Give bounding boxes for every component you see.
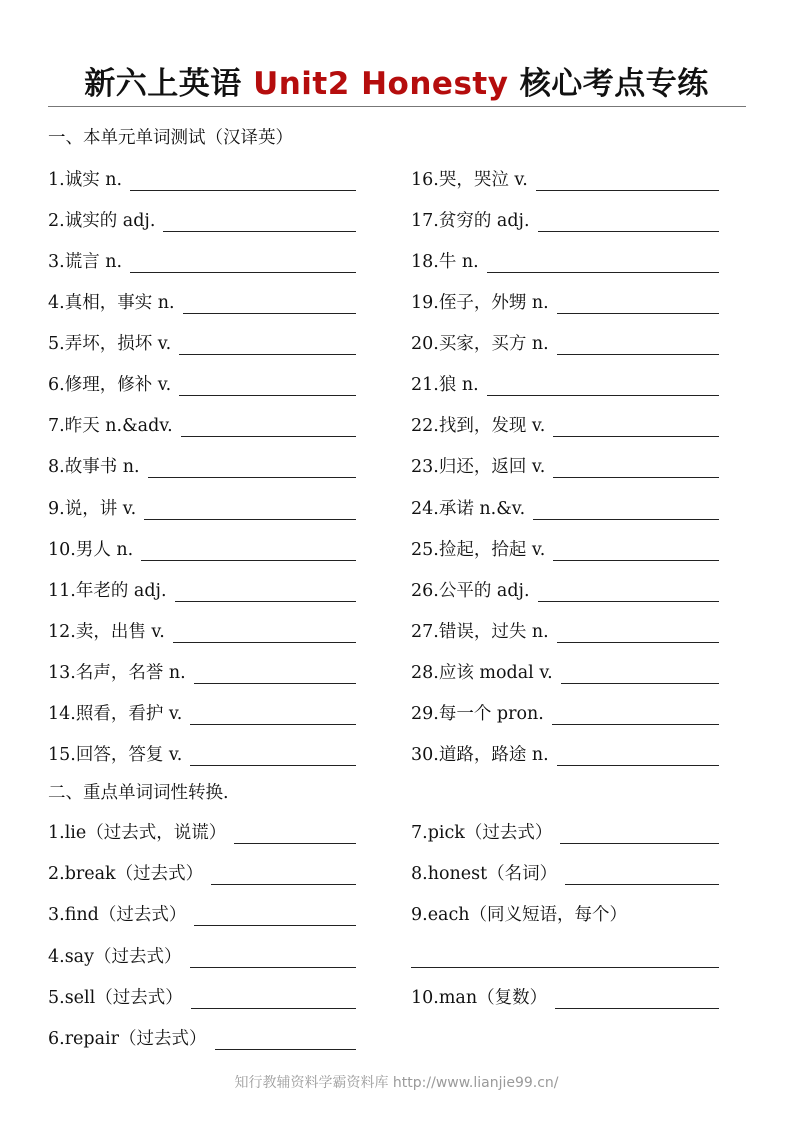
question-label: 22.找到，发现 v.	[411, 416, 546, 436]
answer-blank[interactable]	[179, 375, 356, 396]
answer-blank[interactable]	[181, 416, 356, 437]
answer-blank[interactable]	[175, 581, 356, 602]
question-row	[48, 859, 356, 885]
question-row	[411, 288, 719, 314]
question-label: 29.每一个 pron.	[411, 704, 544, 724]
question-label: 5.sell（过去式）	[48, 988, 183, 1008]
question-label: 23.归还，返回 v.	[411, 457, 546, 477]
question-row	[411, 494, 719, 520]
answer-blank[interactable]	[194, 663, 356, 684]
footer-watermark: 知行教辅资料学霸资料库 http://www.lianjie99.cn/	[234, 1075, 559, 1091]
question-label: 4.真相，事实 n.	[48, 293, 175, 313]
question-label: 13.名声，名誉 n.	[48, 663, 186, 683]
answer-blank[interactable]	[538, 581, 719, 602]
question-label: 6.修理，修补 v.	[48, 375, 172, 395]
question-row	[48, 247, 356, 273]
answer-blank[interactable]	[190, 704, 356, 725]
question-row	[411, 165, 719, 191]
answer-blank[interactable]	[190, 947, 357, 968]
question-row	[48, 329, 356, 355]
answer-blank[interactable]	[557, 745, 719, 766]
answer-blank[interactable]	[173, 622, 356, 643]
question-row	[48, 411, 356, 437]
question-row	[411, 329, 719, 355]
answer-blank[interactable]	[215, 1029, 356, 1050]
question-row	[411, 983, 719, 1009]
section2-heading: 二、重点单词词性转换.	[48, 783, 229, 803]
answer-blank[interactable]	[536, 170, 719, 191]
question-row	[48, 900, 356, 926]
question-row	[48, 942, 356, 968]
question-row	[411, 818, 719, 844]
question-row	[411, 370, 719, 396]
question-label: 15.回答，答复 v.	[48, 745, 183, 765]
answer-blank[interactable]	[148, 457, 356, 478]
question-row	[48, 288, 356, 314]
answer-blank[interactable]	[553, 416, 719, 437]
question-row	[48, 983, 356, 1009]
question-label: 25.捡起，拾起 v.	[411, 540, 546, 560]
question-label: 27.错误，过失 n.	[411, 622, 549, 642]
question-row	[411, 900, 719, 926]
question-label: 18.牛 n.	[411, 252, 479, 272]
question-label: 11.年老的 adj.	[48, 581, 167, 601]
answer-blank[interactable]	[183, 293, 356, 314]
question-row	[411, 859, 719, 885]
answer-blank[interactable]	[163, 211, 356, 232]
question-row	[411, 740, 719, 766]
question-label: 28.应该 modal v.	[411, 663, 553, 683]
question-row	[48, 535, 356, 561]
answer-blank[interactable]	[538, 211, 719, 232]
answer-blank[interactable]	[194, 905, 356, 926]
question-row	[411, 658, 719, 684]
answer-blank[interactable]	[411, 947, 719, 968]
answer-blank[interactable]	[557, 293, 719, 314]
answer-blank[interactable]	[557, 334, 719, 355]
question-row	[48, 617, 356, 643]
answer-blank[interactable]	[130, 252, 356, 273]
answer-blank[interactable]	[561, 663, 719, 684]
question-label: 8.故事书 n.	[48, 457, 140, 477]
question-label: 7.pick（过去式）	[411, 823, 553, 843]
answer-blank[interactable]	[557, 622, 719, 643]
question-label: 12.卖，出售 v.	[48, 622, 165, 642]
question-row	[411, 206, 719, 232]
answer-blank[interactable]	[211, 864, 356, 885]
question-label: 16.哭，哭泣 v.	[411, 170, 528, 190]
question-row	[411, 535, 719, 561]
question-label: 7.昨天 n.&adv.	[48, 416, 173, 436]
answer-blank[interactable]	[191, 988, 356, 1009]
question-label: 3.谎言 n.	[48, 252, 123, 272]
question-row	[48, 699, 356, 725]
question-label: 10.男人 n.	[48, 540, 134, 560]
question-label: 3.find（过去式）	[48, 905, 187, 925]
answer-blank[interactable]	[130, 170, 356, 191]
answer-blank[interactable]	[234, 823, 356, 844]
title-divider	[48, 106, 746, 107]
question-label: 4.say（过去式）	[48, 947, 182, 967]
answer-blank[interactable]	[144, 499, 356, 520]
question-label: 26.公平的 adj.	[411, 581, 530, 601]
answer-blank[interactable]	[533, 499, 719, 520]
question-row	[48, 370, 356, 396]
title-suffix: 核心考点专练	[508, 66, 709, 102]
question-label: 20.买家，买方 n.	[411, 334, 549, 354]
question-row	[48, 1024, 356, 1050]
question-row	[411, 247, 719, 273]
answer-blank[interactable]	[552, 704, 719, 725]
question-label: 24.承诺 n.&v.	[411, 499, 526, 519]
question-label: 9.each（同义短语，每个）	[411, 905, 628, 925]
title-unit: Unit2 Honesty	[253, 66, 509, 102]
answer-blank[interactable]	[179, 334, 356, 355]
title-prefix: 新六上英语	[84, 66, 254, 102]
answer-blank[interactable]	[560, 823, 719, 844]
question-label: 10.man（复数）	[411, 988, 548, 1008]
answer-blank[interactable]	[487, 252, 719, 273]
page-title	[0, 58, 793, 103]
question-label: 17.贫穷的 adj.	[411, 211, 530, 231]
answer-blank[interactable]	[565, 864, 719, 885]
question-row	[48, 740, 356, 766]
question-label: 5.弄坏，损坏 v.	[48, 334, 172, 354]
question-row	[48, 494, 356, 520]
question-row	[411, 617, 719, 643]
question-label: 2.break（过去式）	[48, 864, 204, 884]
question-label: 6.repair（过去式）	[48, 1029, 207, 1049]
question-row	[411, 411, 719, 437]
answer-blank[interactable]	[141, 540, 356, 561]
answer-blank[interactable]	[487, 375, 719, 396]
question-label: 14.照看，看护 v.	[48, 704, 183, 724]
question-row	[411, 452, 719, 478]
question-label: 21.狼 n.	[411, 375, 479, 395]
question-row	[48, 576, 356, 602]
question-label: 30.道路，路途 n.	[411, 745, 549, 765]
answer-blank[interactable]	[553, 457, 719, 478]
answer-blank[interactable]	[553, 540, 719, 561]
question-row	[48, 658, 356, 684]
answer-blank[interactable]	[190, 745, 356, 766]
question-row	[48, 818, 356, 844]
section1-heading: 一、本单元单词测试（汉译英）	[48, 128, 293, 148]
question-row	[48, 206, 356, 232]
question-label: 19.侄子，外甥 n.	[411, 293, 549, 313]
question-row	[411, 576, 719, 602]
question-row	[48, 452, 356, 478]
answer-blank[interactable]	[555, 988, 719, 1009]
question-label: 1.lie（过去式，说谎）	[48, 823, 227, 843]
question-row	[411, 942, 719, 968]
question-row	[48, 165, 356, 191]
question-label: 8.honest（名词）	[411, 864, 558, 884]
question-row	[411, 699, 719, 725]
question-label: 2.诚实的 adj.	[48, 211, 156, 231]
question-label: 9.说，讲 v.	[48, 499, 137, 519]
question-label: 1.诚实 n.	[48, 170, 123, 190]
